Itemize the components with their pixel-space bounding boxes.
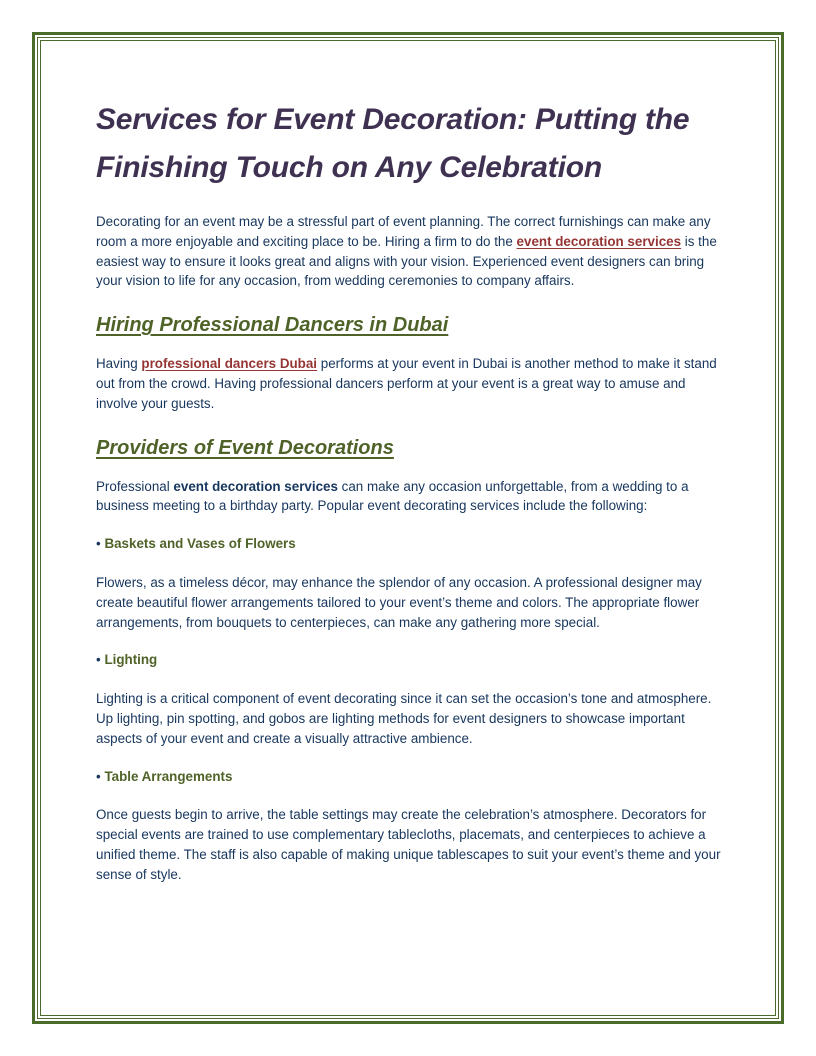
dancers-paragraph <box>96 354 722 413</box>
providers-text-after: can make any occasion unforgettable, from a wedding to a business meeting to a birthday party. Popular event decorating services include the following: <box>96 478 689 514</box>
table-arrangements-paragraph: Once guests begin to arrive, the table settings may create the celebration’s atmosphere. Decorators for special events are trained to use complementary tablecloths, placemats, and centerpieces to achieve a unified theme. The staff is also capable of making unique tablescapes to suit your event’s theme and your sense of style. <box>96 807 721 882</box>
professional-dancers-dubai-link[interactable]: professional dancers Dubai <box>141 356 318 372</box>
dancers-text-after: performs at your event in Dubai is another method to make it stand out from the crowd. Having professional dancers perform at your event is a great way to amuse and involve your guests. <box>96 356 717 411</box>
event-decoration-services-link[interactable]: event decoration services <box>516 233 682 249</box>
bullet-label-flowers: Baskets and Vases of Flowers <box>104 536 296 552</box>
section-heading-providers: Providers of Event Decorations <box>96 436 394 459</box>
page-title: Services for Event Decoration: Putting the Finishing Touch on Any Celebration <box>96 103 690 184</box>
intro-text-before: Decorating for an event may be a stressful part of event planning. The correct furnishings can make any room a more enjoyable and exciting place to be. Hiring a firm to do the <box>96 214 711 249</box>
bullet-flowers <box>96 534 722 554</box>
bullet-icon: • <box>96 652 101 668</box>
dancers-text-before: Having <box>96 356 142 372</box>
section-heading-dancers: Hiring Professional Dancers in Dubai <box>96 314 449 337</box>
lighting-paragraph: Lighting is a critical component of event decorating since it can set the occasion’s tone and atmosphere. Up lighting, pin spotting, and gobos are lighting methods for event designers to showcase important aspects of your event and create a visually attractive ambience. <box>96 691 712 746</box>
intro-text-after: is the easiest way to ensure it looks great and aligns with your vision. Experienced event designers can bring your vision to life for any occasion, from wedding ceremonies to company affairs. <box>96 233 717 289</box>
intro-paragraph <box>96 212 722 291</box>
bullet-label-table-arrangements: Table Arrangements <box>104 768 233 784</box>
bullet-icon: • <box>96 768 101 784</box>
document-body <box>96 96 722 885</box>
bullet-label-lighting: Lighting <box>104 652 158 668</box>
bullet-lighting <box>96 650 722 670</box>
bullet-icon: • <box>96 536 101 552</box>
bullet-table-arrangements <box>96 767 722 787</box>
event-decoration-services-term: event decoration services <box>173 478 338 494</box>
providers-text-before: Professional <box>96 478 174 494</box>
flowers-paragraph: Flowers, as a timeless décor, may enhance the splendor of any occasion. A professional designer may create beautiful flower arrangements tailored to your event’s theme and colors. The appropriate flower arrangements, from bouquets to centerpieces, can make any gathering more special. <box>96 574 702 630</box>
providers-paragraph <box>96 477 722 517</box>
